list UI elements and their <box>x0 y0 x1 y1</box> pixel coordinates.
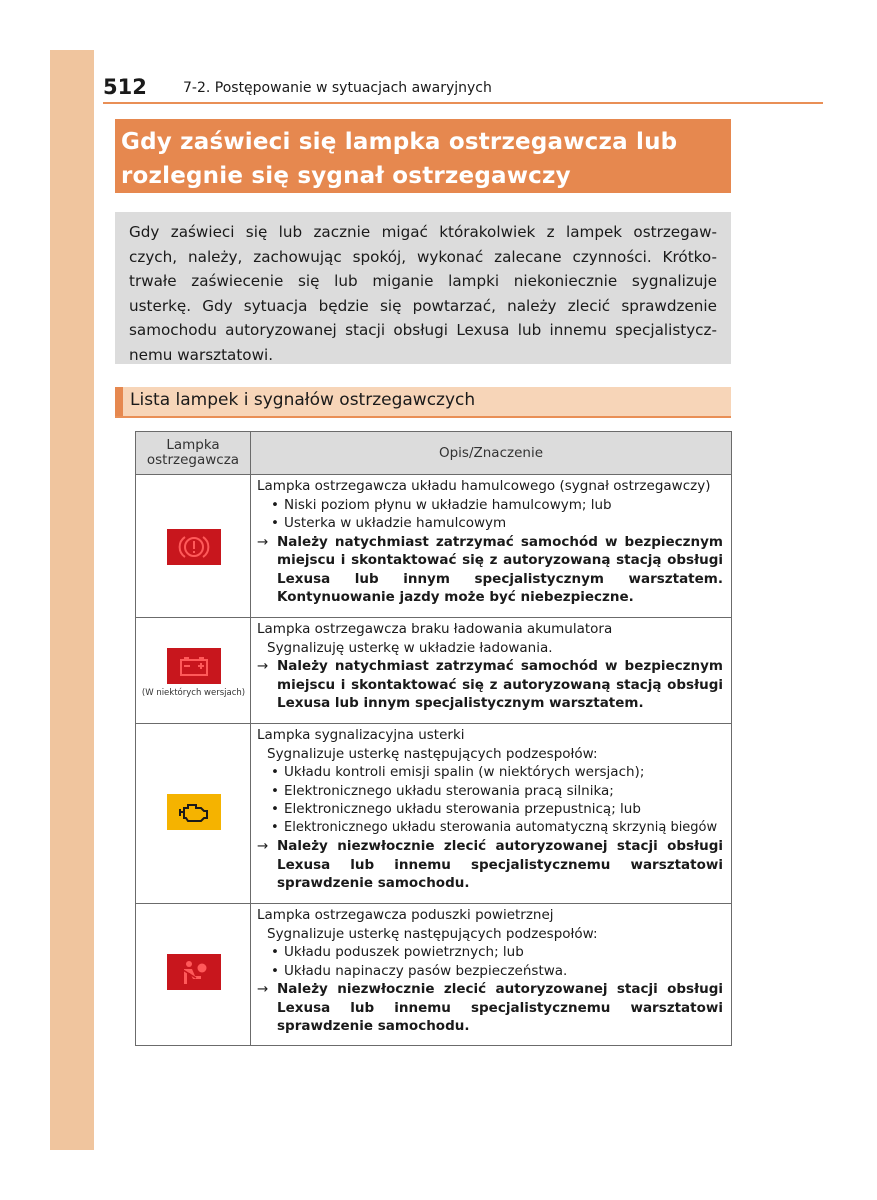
action-instruction: Należy natychmiast zatrzymać samochód w bezpiecznym miejscu i skontaktować się z autoryzowaną stacją obsługi Lexusa lub innym specjalistycznym warsztatem. Kontynuowanie jazdy może być niebezpieczne. <box>277 533 723 605</box>
table-row <box>136 475 732 618</box>
intro-line: usterkę. Gdy sytuacja będzie się powtarzać, należy zlecić sprawdzenie <box>129 296 717 315</box>
list-item: • Usterka w układzie hamulcowym <box>257 514 723 533</box>
arrow-icon: → <box>257 533 269 550</box>
action-instruction: Należy natychmiast zatrzymać samochód w bezpiecznym miejscu i skontaktować się z autoryzowaną stacją obsługi Lexusa lub innym specjalistycznym warsztatem. <box>277 658 723 711</box>
lamp-cell <box>136 724 251 904</box>
lamp-cell <box>136 618 251 724</box>
lamp-summary: Sygnalizuje usterkę następujących podzespołów: <box>267 745 598 762</box>
table-header-row <box>136 432 732 475</box>
action-instruction: Należy niezwłocznie zlecić autoryzowanej stacji obsługi Lexusa lub innemu specjalistycznemu warsztatowi sprawdzenie samochodu. <box>277 981 723 1034</box>
description-cell <box>251 724 732 904</box>
section-title: 7-2. Postępowanie w sytuacjach awaryjnych <box>183 80 492 96</box>
arrow-icon: → <box>257 981 269 997</box>
header-divider <box>103 102 823 104</box>
lamp-note: (W niektórych wersjach) <box>141 688 246 698</box>
list-item: • Niski poziom płynu w układzie hamulcowym; lub <box>257 496 723 515</box>
lamp-title: Lampka sygnalizacyjna usterki <box>257 727 465 743</box>
sub-heading-text: Lista lampek i sygnałów ostrzegawczych <box>130 390 476 410</box>
table-row <box>136 618 732 724</box>
lamp-summary: Sygnalizuje usterkę następujących podzespołów: <box>267 925 598 942</box>
page-title <box>115 119 731 193</box>
action-instruction: Należy niezwłocznie zlecić autoryzowanej stacji obsługi Lexusa lub innemu specjalistycznemu warsztatowi sprawdzenie samochodu. <box>277 838 723 891</box>
description-cell <box>251 904 732 1046</box>
title-line-1: Gdy zaświeci się lampka ostrzegawcza lub <box>121 129 678 155</box>
action-text <box>257 980 723 1036</box>
table-row <box>136 724 732 904</box>
intro-line: Gdy zaświeci się lub zacznie migać którakolwiek z lampek ostrzegaw- <box>129 223 717 241</box>
side-tab-band <box>50 50 94 1150</box>
lamp-cell <box>136 475 251 618</box>
intro-line: trwałe zaświecenie się lub miganie lampki niekoniecznie sygnalizuje <box>129 272 717 290</box>
lamp-title: Lampka ostrzegawcza poduszki powietrznej <box>257 907 554 923</box>
list-item: • Elektronicznego układu sterowania pracą silnika; <box>257 782 723 801</box>
warning-lamps-table <box>135 431 732 1046</box>
action-text <box>257 657 723 713</box>
list-item: • Elektronicznego układu sterowania automatyczną skrzynią biegów <box>257 819 723 838</box>
arrow-icon: → <box>257 658 269 674</box>
header-lamp-line: Lampka <box>166 437 220 453</box>
list-item: • Układu poduszek powietrznych; lub <box>257 943 723 962</box>
brake-warning-icon <box>167 529 221 565</box>
list-item: • Elektronicznego układu sterowania przepustnicą; lub <box>257 800 723 819</box>
lamp-title: Lampka ostrzegawcza braku ładowania akumulatora <box>257 621 613 637</box>
lamp-summary: Sygnalizuję usterkę w układzie ładowania. <box>267 639 553 656</box>
list-item: • Układu kontroli emisji spalin (w niektórych wersjach); <box>257 763 723 782</box>
header-lamp-line: ostrzegawcza <box>146 452 240 468</box>
arrow-icon: → <box>257 838 269 854</box>
action-text <box>257 533 723 607</box>
intro-line: samochodu autoryzowanej stacji obsługi Lexusa lub innemu specjalistycz- <box>129 321 717 339</box>
description-cell <box>251 475 732 618</box>
airbag-warning-icon <box>167 954 221 990</box>
battery-charge-icon <box>167 648 221 684</box>
intro-line: czych, należy, zachowując spokój, wykonać zalecane czynności. Krótko- <box>129 247 717 266</box>
check-engine-icon <box>167 794 221 830</box>
list-item: • Układu napinaczy pasów bezpieczeństwa. <box>257 962 723 981</box>
lamp-title: Lampka ostrzegawcza układu hamulcowego (sygnał ostrzegawczy) <box>257 478 711 494</box>
intro-box <box>115 212 731 364</box>
sub-heading <box>115 387 731 418</box>
title-line-2: rozlegnie się sygnał ostrzegawczy <box>121 163 571 189</box>
lamp-cell <box>136 904 251 1046</box>
column-header-description: Opis/Znaczenie <box>251 432 732 475</box>
page-number: 512 <box>103 75 147 99</box>
description-cell <box>251 618 732 724</box>
intro-line: nemu warsztatowi. <box>129 345 274 364</box>
table-row <box>136 904 732 1046</box>
action-text <box>257 837 723 893</box>
sub-heading-marker <box>115 387 123 416</box>
column-header-lamp <box>136 432 251 475</box>
